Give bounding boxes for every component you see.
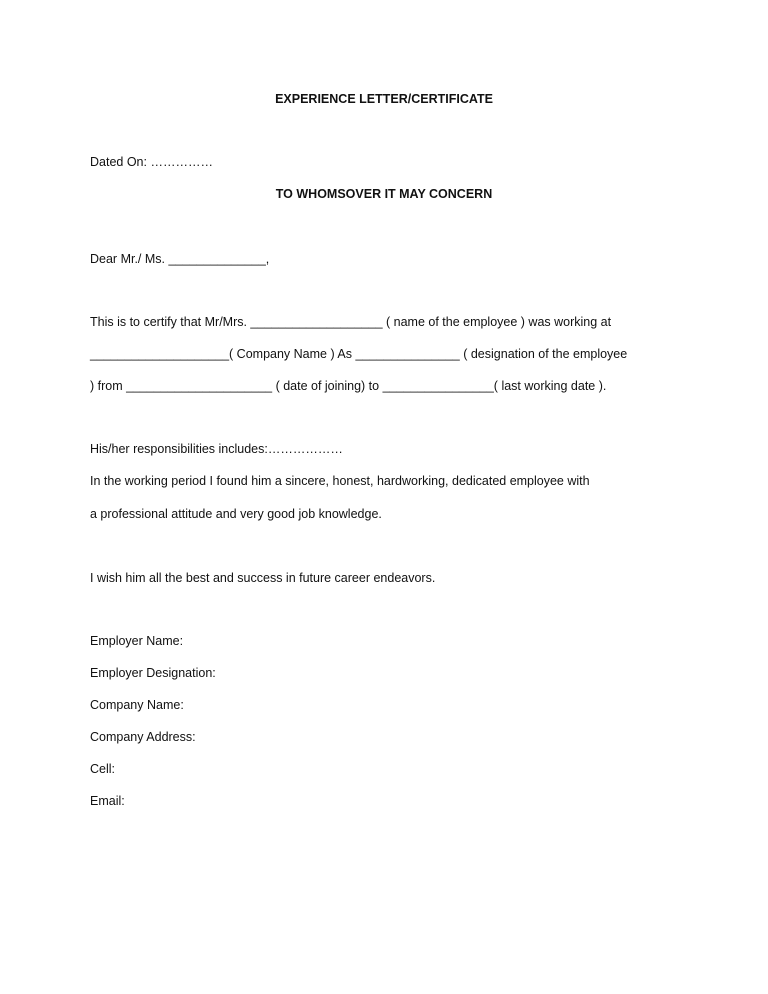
employer-designation-label: Employer Designation: (90, 666, 216, 680)
body-line-2: ____________________( Company Name ) As _______________ ( designation of the employee (90, 347, 628, 361)
to-whom-heading: TO WHOMSOVER IT MAY CONCERN (275, 187, 493, 201)
company-address-label: Company Address: (90, 730, 196, 744)
dated-on: Dated On: …………… (90, 155, 213, 169)
email-label: Email: (90, 794, 125, 808)
responsibilities-line: His/her responsibilities includes:……………… (90, 442, 343, 456)
body-line-3: ) from _____________________ ( date of joining) to ________________( last working date ). (90, 379, 607, 393)
employer-name-label: Employer Name: (90, 634, 184, 648)
cell-label: Cell: (90, 762, 116, 776)
working-period-line-2: a professional attitude and very good job knowledge. (90, 507, 382, 521)
working-period-line-1: In the working period I found him a sincere, honest, hardworking, dedicated employee with (90, 474, 590, 488)
body-line-1: This is to certify that Mr/Mrs. ___________________ ( name of the employee ) was working at (90, 315, 612, 329)
wish-line: I wish him all the best and success in future career endeavors. (90, 571, 436, 585)
document-title: EXPERIENCE LETTER/CERTIFICATE (275, 92, 493, 106)
company-name-label: Company Name: (90, 698, 184, 712)
salutation: Dear Mr./ Ms. ______________, (90, 252, 270, 266)
